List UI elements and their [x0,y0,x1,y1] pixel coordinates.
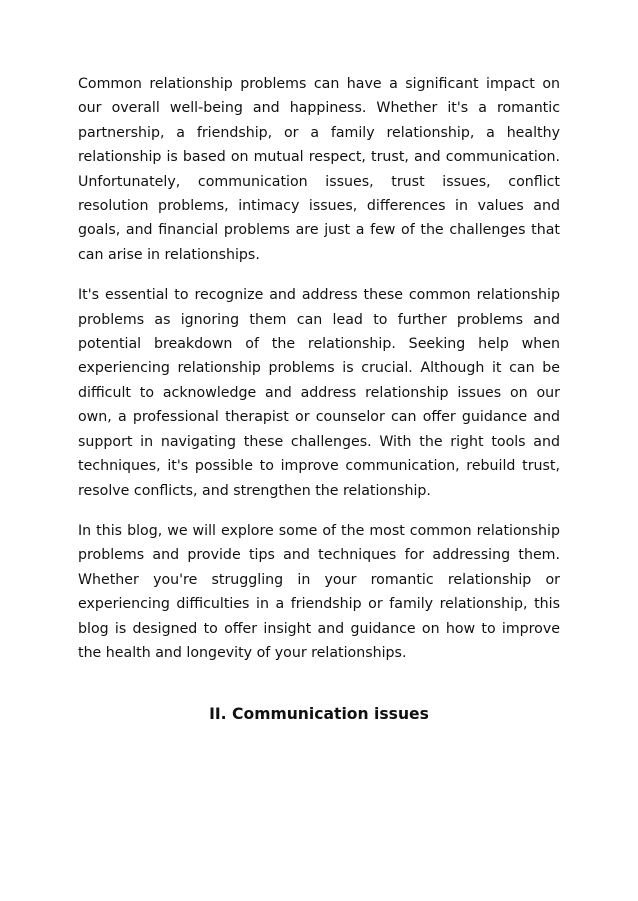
intro-paragraph: Common relationship problems can have a significant impact on our overall well-being and happiness. Whether it's a romantic partnership, a friendship, or a family relationship, a healthy relationship is based on mutual respect, trust, and communication. Unfortunately, communication issues, trust issues, conflict resolution problems, intimacy issues, differences in values and goals, and financial problems are just a few of the challenges that can arise in relationships. [78,76,560,263]
document-page [78,72,560,726]
blog-overview-paragraph: In this blog, we will explore some of the most common relationship problems and provide tips and techniques for addressing them. Whether you're struggling in your romantic relationship or experiencing difficulties in a friendship or family relationship, this blog is designed to offer insight and guidance on how to improve the health and longevity of your relationships. [78,522,560,661]
importance-paragraph: It's essential to recognize and address these common relationship problems as ignoring them can lead to further problems and potential breakdown of the relationship. Seeking help when experiencing relationship problems is crucial. Although it can be difficult to acknowledge and address relationship issues on our own, a professional therapist or counselor can offer guidance and support in navigating these challenges. With the right tools and techniques, it's possible to improve communication, rebuild trust, resolve conflicts, and strengthen the relationship. [78,287,560,499]
section-heading: II. Communication issues [209,705,429,724]
